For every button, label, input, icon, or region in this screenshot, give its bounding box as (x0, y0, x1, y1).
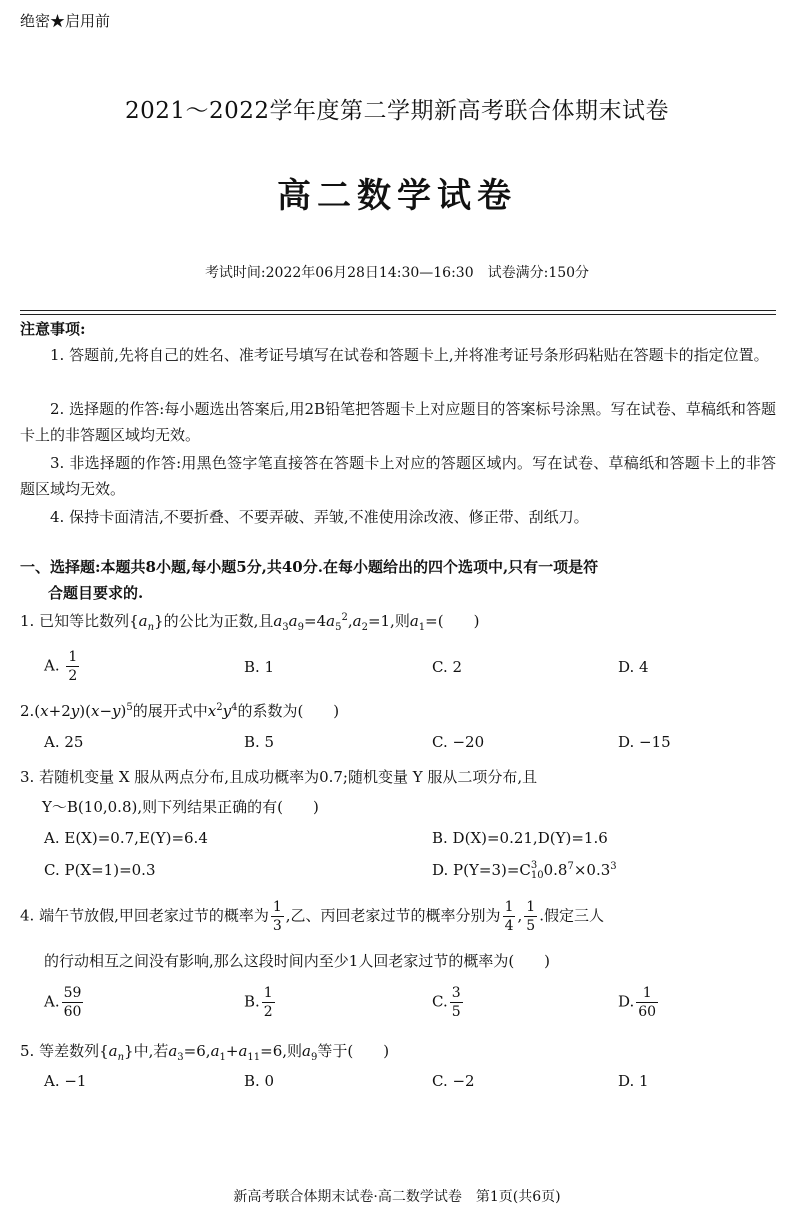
q3-option-d (432, 861, 617, 881)
q1-option-d: D. 4 (618, 658, 649, 676)
fraction: $\frac{1}{4}$ (504, 899, 514, 934)
note-item: 4. 保持卡面清洁,不要折叠、不要弄破、弄皱,不准使用涂改液、修正带、刮纸刀。 (50, 508, 589, 526)
q2-option-b: B. 5 (244, 733, 275, 751)
q4-option-b (244, 984, 277, 1021)
question-1-stem: 1. 已知等比数列$\{a_n\}$的公比为正数,且$a_3a_9=4a_5^2,a_2=1$,则$a_1=$( ) (20, 612, 480, 633)
q3-d-sup: 3 (530, 860, 538, 871)
q5-option-a: A. −1 (44, 1072, 87, 1090)
option-label: A. (44, 992, 60, 1011)
q5-text: }中,若 (124, 1042, 169, 1060)
option-label: C. (432, 992, 448, 1011)
page-footer: 新高考联合体期末试卷·高二数学试卷 第1页(共6页) (233, 1189, 561, 1205)
q2-text: )( (79, 702, 91, 720)
section-heading-line1: 一、选择题:本题共8小题,每小题5分,共40分.在每小题给出的四个选项中,只有一项是符 (20, 558, 599, 576)
q2-text: − (99, 702, 113, 720)
q1-text: =( ) (425, 612, 480, 630)
q5-option-d: D. 1 (618, 1072, 649, 1090)
q3-d-text: D. P(Y=3)=C (432, 861, 531, 879)
q4-option-a (44, 984, 85, 1021)
question-2-stem: $2.(x+2y)(x-y)^5$的展开式中$x^2y^4$的系数为( ) (20, 702, 340, 720)
q3-d-sup: 7 (567, 861, 574, 872)
q1-option-b: B. 1 (244, 658, 275, 676)
subject-title: 高二数学试卷 (277, 176, 517, 216)
q4-option-c (432, 984, 465, 1021)
q4-text: .假定三人 (539, 906, 604, 925)
q5-text: 5. 等差数列{ (20, 1042, 109, 1060)
q1-text: 1. 已知等比数列{ (20, 612, 139, 630)
fraction: $\frac{1}{3}$ (272, 899, 282, 934)
fraction: $\frac{1}{2}$ (263, 985, 273, 1020)
question-4-stem-line1 (20, 898, 776, 935)
q1-text: =4 (304, 612, 327, 630)
q2-option-c: C. −20 (432, 733, 485, 751)
confidential-label: 绝密★启用前 (20, 12, 111, 30)
q2-text: +2 (48, 702, 71, 720)
question-3-stem-line2: Y～B(10,0.8),则下列结果正确的有( ) (42, 798, 319, 816)
fraction: $\frac{1}{60}$ (638, 985, 657, 1020)
note-item: 2. 选择题的作答:每小题选出答案后,用2B铅笔把答题卡上对应题目的答案标号涂黑。写在试卷、草稿纸和答题卡上的非答题区域均无效。 (20, 400, 776, 444)
q2-text: 2.( (20, 702, 41, 720)
question-4-stem-line2: 的行动相互之间没有影响,那么这段时间内至少1人回老家过节的概率为( ) (44, 952, 551, 970)
q1-text: =1,则 (367, 612, 410, 630)
q5-text: 等于( ) (317, 1042, 390, 1060)
question-5-stem: 5. 等差数列$\{a_n\}$中,若$a_3=6,a_1+a_{11}=6$,则$a_9$等于( ) (20, 1042, 390, 1063)
q3-d-text: ×0.3 (573, 861, 611, 879)
note-item: 3. 非选择题的作答:用黑色签字笔直接答在答题卡上对应的答题区域内。写在试卷、草稿纸和答题卡上的非答题区域均无效。 (20, 454, 776, 498)
q4-text: , (517, 906, 523, 925)
q4-option-d (618, 984, 660, 1021)
notes-title: 注意事项: (20, 320, 86, 338)
q1-text: }的公比为正数,且 (154, 612, 274, 630)
note-item: 1. 答题前,先将自己的姓名、准考证号填写在试卷和答题卡上,并将准考证号条形码粘贴在答题卡的指定位置。 (50, 346, 769, 364)
q5-option-b: B. 0 (244, 1072, 275, 1090)
q1-option-a (44, 648, 81, 685)
q1-option-c: C. 2 (432, 658, 463, 676)
divider-line (20, 310, 776, 311)
option-label: B. (244, 992, 260, 1011)
q2-text: 的展开式中 (132, 702, 208, 720)
q3-d-sup: 3 (610, 861, 617, 872)
q3-option-b: B. D(X)=0.21,D(Y)=1.6 (432, 829, 608, 847)
q2-text: ) (120, 702, 127, 720)
option-label: D. (618, 992, 635, 1011)
question-3-stem-line1: 3. 若随机变量 X 服从两点分布,且成功概率为0.7;随机变量 Y 服从二项分布,且 (20, 768, 538, 786)
q2-exponent: 2 (216, 702, 223, 713)
fraction: $\frac{1}{5}$ (526, 899, 536, 934)
q2-exponent: 4 (231, 702, 238, 713)
divider-line (20, 314, 776, 315)
q3-d-text: 0.8 (543, 861, 568, 879)
q5-text: + (225, 1042, 239, 1060)
q3-option-c: C. P(X=1)=0.3 (44, 861, 156, 879)
q4-text: 4. 端午节放假,甲回老家过节的概率为 (20, 906, 269, 925)
q3-d-sub: 10 (530, 870, 544, 881)
q5-option-c: C. −2 (432, 1072, 475, 1090)
fraction: $\frac{59}{60}$ (63, 985, 82, 1020)
section-heading (20, 554, 776, 606)
q5-text: =6,则 (260, 1042, 303, 1060)
fraction: $\frac{1}{2}$ (68, 649, 78, 684)
fraction: $\frac{3}{5}$ (451, 985, 461, 1020)
q1-text: , (347, 612, 353, 630)
option-label: A. (44, 656, 60, 675)
section-heading-line2: 合题目要求的. (48, 584, 144, 602)
exam-title: 2021～2022学年度第二学期新高考联合体期末试卷 (124, 98, 670, 124)
q5-text: =6, (183, 1042, 211, 1060)
exam-info: 考试时间:2022年06月28日14:30—16:30 试卷满分:150分 (204, 265, 590, 281)
q4-text: ,乙、丙回老家过节的概率分别为 (285, 906, 501, 925)
q2-option-a: A. 25 (44, 733, 84, 751)
q2-text: 的系数为( ) (237, 702, 340, 720)
q3-option-a: A. E(X)=0.7,E(Y)=6.4 (44, 829, 208, 847)
q2-option-d: D. −15 (618, 733, 671, 751)
q2-exponent: 5 (126, 702, 133, 713)
